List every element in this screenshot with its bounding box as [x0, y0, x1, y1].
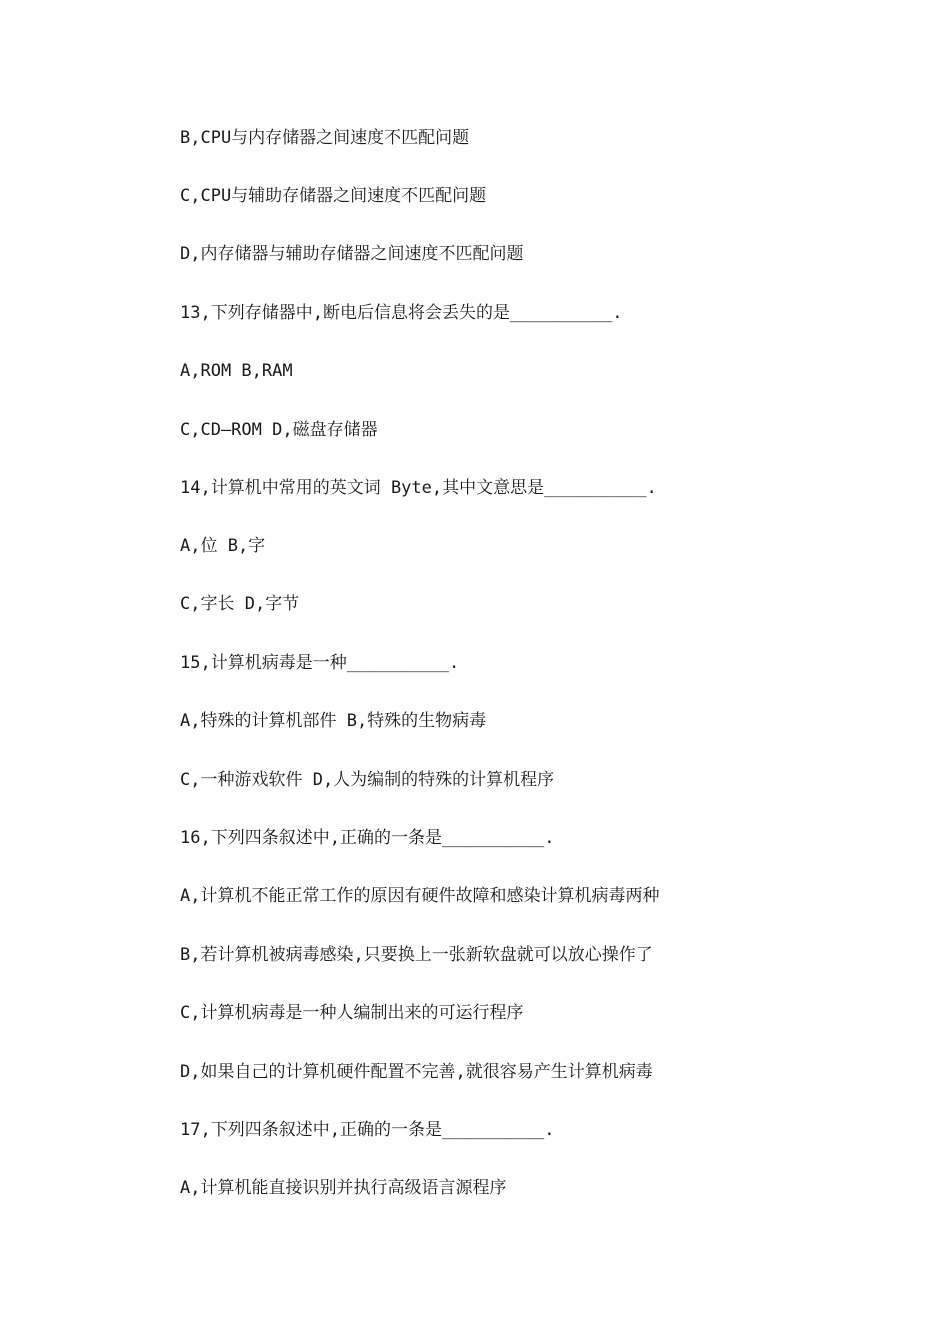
option-c-cpu-auxiliary: C,CPU与辅助存储器之间速度不匹配问题	[180, 186, 487, 206]
question-16-option-c: C,计算机病毒是一种人编制出来的可运行程序	[180, 1003, 524, 1023]
question-17-option-a: A,计算机能直接识别并执行高级语言源程序	[180, 1178, 507, 1198]
question-17: 17,下列四条叙述中,正确的一条是__________.	[180, 1120, 555, 1140]
question-16-option-d: D,如果自己的计算机硬件配置不完善,就很容易产生计算机病毒	[180, 1062, 653, 1082]
question-16-option-a: A,计算机不能正常工作的原因有硬件故障和感染计算机病毒两种	[180, 886, 660, 906]
question-14-options-cd: C,字长 D,字节	[180, 594, 300, 614]
question-15: 15,计算机病毒是一种__________.	[180, 653, 460, 673]
question-13-options-cd: C,CD—ROM D,磁盘存储器	[180, 420, 378, 440]
question-13-options-ab: A,ROM B,RAM	[180, 361, 293, 381]
question-14-options-ab: A,位 B,字	[180, 536, 266, 556]
question-16-option-b: B,若计算机被病毒感染,只要换上一张新软盘就可以放心操作了	[180, 945, 653, 965]
option-d-memory-auxiliary: D,内存储器与辅助存储器之间速度不匹配问题	[180, 244, 524, 264]
question-16: 16,下列四条叙述中,正确的一条是__________.	[180, 828, 555, 848]
question-14: 14,计算机中常用的英文词 Byte,其中文意思是__________.	[180, 478, 657, 498]
option-b-cpu-memory: B,CPU与内存储器之间速度不匹配问题	[180, 128, 470, 148]
question-15-options-ab: A,特殊的计算机部件 B,特殊的生物病毒	[180, 711, 487, 731]
question-13: 13,下列存储器中,断电后信息将会丢失的是__________.	[180, 303, 623, 323]
question-15-options-cd: C,一种游戏软件 D,人为编制的特殊的计算机程序	[180, 770, 555, 790]
